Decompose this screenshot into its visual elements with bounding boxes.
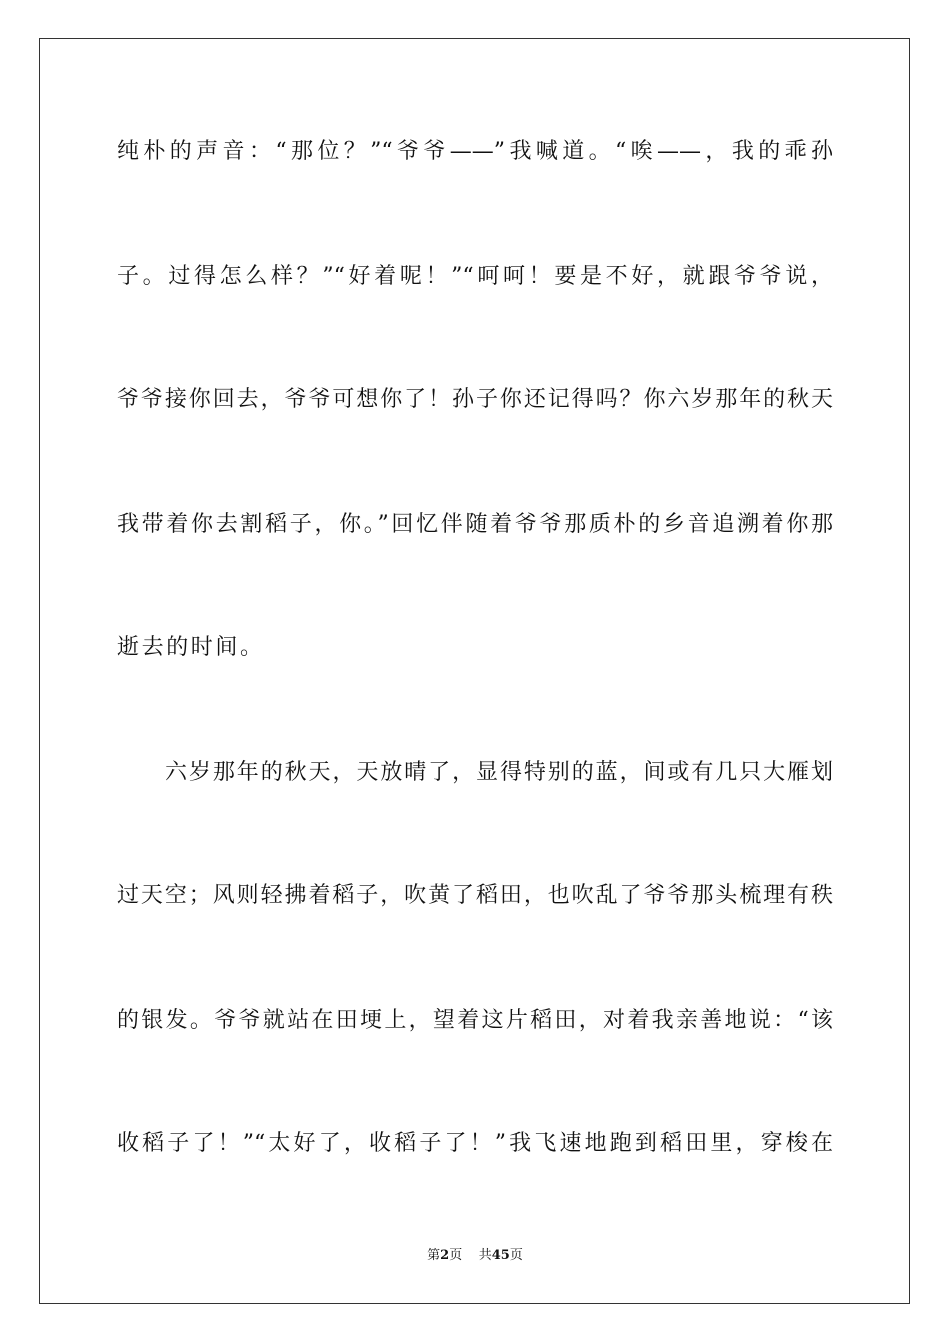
text-line-9: 收稻子了！”“太好了，收稻子了！”我飞速地跑到稻田里，穿梭在	[117, 1131, 833, 1156]
text-line-5: 逝去的时间。	[117, 635, 265, 660]
text-line-3: 爷爷接你回去，爷爷可想你了！孙子你还记得吗？你六岁那年的秋天	[117, 387, 833, 412]
text-line-1: 纯朴的声音：“那位？”“爷爷——”我喊道。“唉——，我的乖孙	[117, 139, 833, 164]
text-line-8: 的银发。爷爷就站在田埂上，望着这片稻田，对着我亲善地说：“该	[117, 1008, 833, 1033]
footer-page-prefix: 第	[427, 1248, 441, 1263]
footer-page-suffix: 页	[449, 1248, 463, 1263]
footer-total-prefix: 共	[478, 1248, 492, 1263]
footer-page-number: 2	[440, 1248, 450, 1263]
text-line-2: 子。过得怎么样？”“好着呢！”“呵呵！要是不好，就跟爷爷说，	[117, 264, 833, 289]
text-line-4: 我带着你去割稻子，你。”回忆伴随着爷爷那质朴的乡音追溯着你那	[117, 512, 833, 537]
footer-total-pages: 45	[491, 1248, 510, 1263]
text-line-6: 六岁那年的秋天，天放晴了，显得特别的蓝，间或有几只大雁划	[165, 760, 833, 785]
page-footer	[0, 1247, 950, 1265]
text-line-7: 过天空；风则轻拂着稻子，吹黄了稻田，也吹乱了爷爷那头梳理有秩	[117, 883, 833, 908]
page-border	[39, 38, 910, 1304]
footer-total-suffix: 页	[509, 1248, 523, 1263]
